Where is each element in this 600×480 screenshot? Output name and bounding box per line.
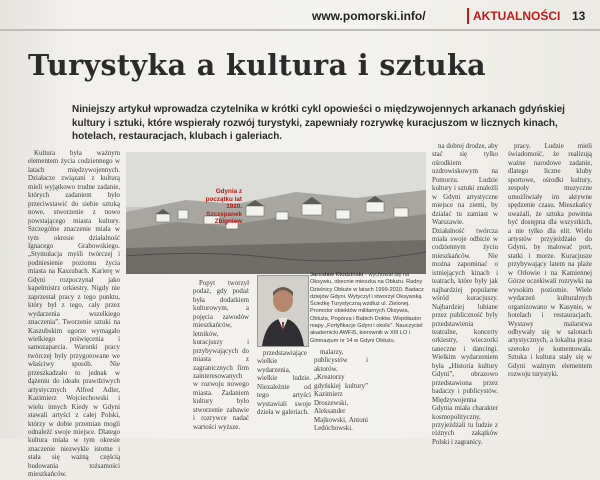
page-number: 13 — [572, 9, 586, 23]
author-name: Jarosław Kłodziński — [310, 272, 364, 278]
column-text: Kultura była ważnym elementem życia codziennego w latach międzywojennych. Działacze związani z kulturą mieli wyjątkowo trudne zadanie, których zadaniem było przeciwstawić do siebie sztuką nowe, stworzenie z nowo powstającego miasta kultury. Szczególne znaczenie miała w tym okresie działalność Ignacego Grabowskiego. „Stymulacja myśli twórczej i podniesienie poziomu życia miasta na Kaszubach. Karierę w Gdyni rozpoczynał jako kapelmistrz orkiestry. Nigdy nie zaprzestał pracy z tego punktu, który był z tego, cały przez wydarzenia wszelkiego znaczenia”. Tworzenie sztuki na Kaszubskim ugorze wymagało wielkiego poświęcenia i samozaparcia. Warunki pracy twórczej były przygotowane we właściwy sposób. Nie przeszkadzało to jednak w dążeniu do ideału prawdziwych artystycznych Alfred Adler, Kazimierz Wojciechowski i wielu innych Kiedy w Gdyni stawali artyści z całej Polski, którzy w dobie przemian mogli odnaleźć swoje miejsce. Dlatego kultura miała w tym okresie znaczenie niezwykle istotne i stała się ważną częścią budowania tożsamości mieszkańców. — [28, 150, 120, 479]
article-column-2b — [257, 350, 311, 438]
author-portrait — [257, 275, 309, 347]
article-headline: Turystyka a kultura i sztuka — [28, 48, 487, 82]
article-column-2 — [193, 280, 249, 438]
column-text: Popyt tworzył podaż, gdy podaż była dodatkiem kulturowym, a pojęcia zawodów mieszkańców, letników, kuracjuszy i przybywających do miasta z zagranicznych firm zainteresowanych w rozwoju nowego miasta. Zadaniem kultury było stworzenie zabawie i rozrywce nadać wartości wyższe. — [193, 280, 249, 431]
author-bio-text: - wychował się na Oksywiu, obecnie mieszka na Obłużu. Radny Dzielnicy Obłuże w latach 1999-2010. Badacz dziejów Gdyni. Wytyczył i stworzył Oksywską Ścieżkę Turystyczną wzdłuż ul. Zielonej. Promotor obiektów militarnych Oksywia, Obłuża, Pogórza i Babich Dołów. Współautor mapy „Fortyfikacje Gdyni i okolic”. Nauczyciel akademicki AWFiS, kierownik w XIII LO i Gimnazjum nr 14 w Gdyni Obłużu. — [310, 272, 424, 344]
article-lead: Niniejszy artykuł wprowadza czytelnika w krótki cykl opowieści o międzywojennych arkanach gdyńskiej kultury i sztuki, które wspierały rozwój turystyki, zapewniały rozrywkę kuracjuszom w licznych kinach, hotelach, restauracjach, klubach i galeriach. — [72, 104, 565, 143]
column-text: przedstawiające wielkie wydarzenia, wielkie ludzie. Niezależnie od tego artyści wystawiali swoje dzieła w galeriach. — [257, 350, 311, 417]
town-panorama-illustration — [126, 152, 426, 274]
article-column-5 — [508, 143, 592, 438]
author-bio — [310, 272, 426, 345]
photo-caption: Gdynia z początku lat 1920. Szczepanek Zbigniew — [205, 188, 242, 226]
site-url[interactable]: www.pomorski.info/ — [312, 9, 426, 23]
person-icon — [258, 276, 308, 346]
article-column-3a — [314, 349, 368, 438]
article-column-1 — [28, 150, 120, 479]
page-header — [0, 6, 600, 28]
historic-photo — [126, 152, 426, 274]
column-text: na dobrej drodze, aby stać się tylko ośrodkiem uzdrowiskowym na Pomorzu. Ludzie kultury i sztuki znaleźli w Gdyni artystyczne miejsce na ziemi, by działać tu zamiast w Warszawie. Działalność twórcza miała swoje odbicie w codziennym życiu mieszkańców. Nie można zapominać o istniejących kinach i teatrach, które były jak najbardziej popularne wśród kuracjuszy. Najbardziej lubiane przez publiczność były przedstawienia teatralne, koncerty orkiestry, wieczorki taneczne i dancingi. Wielkim wydarzeniem była „Historia kultury Gdyni”, obrazowo przedstawiona przez badaczy i publicystów. Międzywojenna Gdynia miała charakter kosmopolityczny, przyjeżdżali tu ludzie z różnych zakątków Polski i zagranicy. — [432, 143, 498, 446]
header-rule — [0, 29, 600, 31]
column-text: pracy. Ludzie mieli świadomość, że realizują ważne narodowe zadanie, dlatego liczne kluby sportowe, ośrodki kultury, zespoły muzyczne umożliwiały im aktywne spędzenie czasu. Mieszkańcy uważali, że sztuka powinna być dostępna dla wszystkich, a nie tylko dla elit. Wielu artystów przyjeżdżało do Gdyni, by malować port, statki i morze. Kuracjusze przybywający latem na plaże w Orłowie i na Kamiennej Górze oczekiwali rozrywki na wysokim poziomie. Wiele wydarzeń kulturalnych organizowano w Kasynie, w hotelach i restauracjach. Wystawy malarstwa odbywały się w salonach artystycznych, a lokalna prasa szeroko je komentowała. Sztuka i kultura stały się w Gdyni ważnym elementem rozwoju turystyki. — [508, 143, 592, 379]
column-text: malarzy, publicystów i aktorów. „Kreatorzy gdyńskiej kultury” Kazimierz Droszewski, Aleksander Majkowski, Antoni Ledóchowski. — [314, 349, 368, 433]
article-column-4 — [432, 143, 498, 446]
section-tag: AKTUALNOŚCI — [467, 8, 564, 24]
